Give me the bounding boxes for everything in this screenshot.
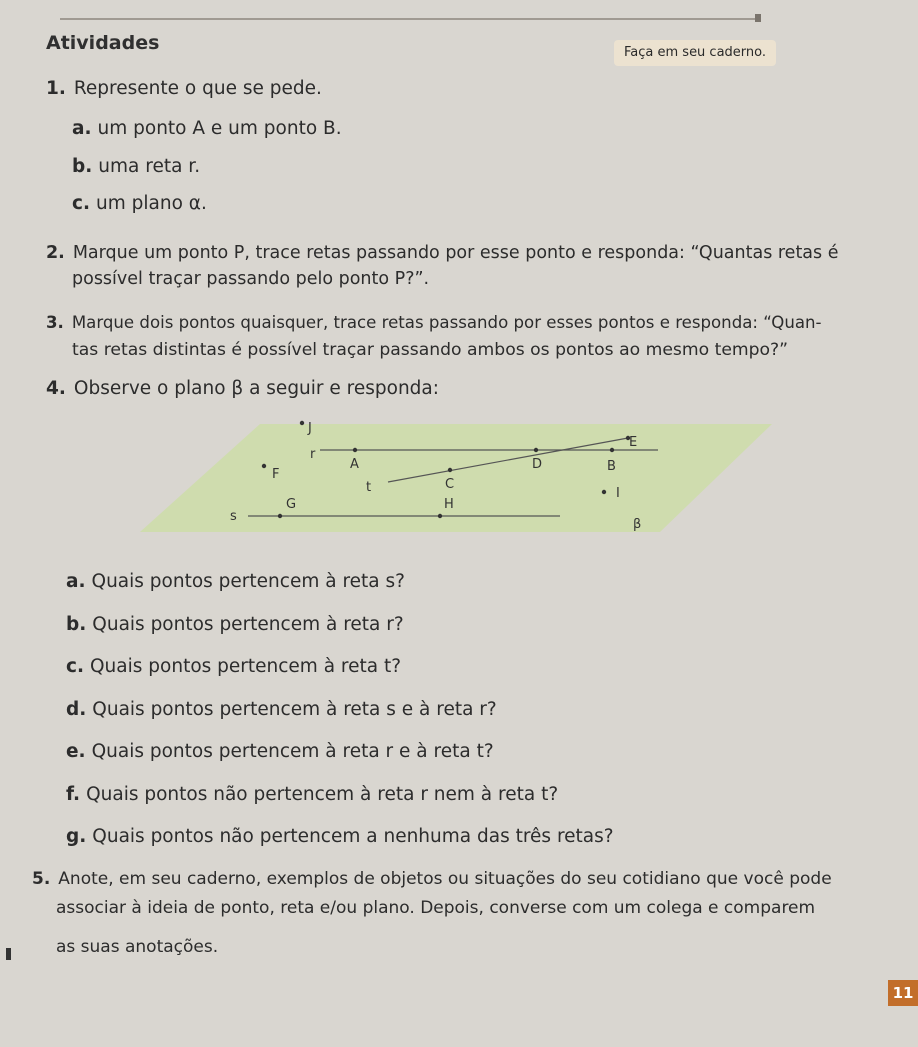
item-letter: b. [66,614,87,635]
item-text: um ponto A e um ponto B. [97,118,342,139]
item-letter: a. [66,571,86,592]
question-text-line1: Marque um ponto P, trace retas passando por esse ponto e responda: “Quantas retas é [72,243,839,263]
point-D [534,448,538,452]
label-s: s [230,509,237,524]
label-B: B [607,459,616,474]
notebook-note-badge: Faça em seu caderno. [614,40,776,66]
item-text: Quais pontos pertencem à reta r e à reta t? [91,741,494,762]
question-text-line3: as suas anotações. [56,937,219,957]
question-3-cont [72,335,788,365]
item-4g [66,822,614,852]
question-1 [46,74,322,104]
label-D: D [532,457,543,472]
point-C [448,468,452,472]
item-text: Quais pontos pertencem à reta t? [90,656,402,677]
label-G: G [286,497,297,512]
question-text-line1: Marque dois pontos quaisquer, trace retas passando por esses pontos e responda: “Quan- [71,313,822,332]
item-letter: b. [72,156,93,177]
label-C: C [445,477,455,492]
plane-beta-diagram [140,410,780,540]
question-number: 4. [46,378,66,399]
question-number: 5. [32,869,51,889]
item-4d [66,695,497,725]
label-A: A [350,457,359,472]
point-A [353,448,357,452]
point-G [278,514,282,518]
question-5-cont-1 [56,893,815,923]
item-text: Quais pontos não pertencem a nenhuma das três retas? [92,826,614,847]
page-number: 11 [888,980,918,1006]
item-1a [72,114,342,144]
point-F [262,464,266,468]
item-4b [66,610,404,640]
item-1b [72,152,200,182]
label-F: F [272,467,280,482]
item-text: um plano α. [96,193,207,214]
point-H [438,514,442,518]
item-text: Quais pontos pertencem à reta s e à reta r? [92,699,497,720]
item-text: Quais pontos não pertencem à reta r nem à reta t? [86,784,559,805]
item-letter: c. [66,656,84,677]
question-text-line1: Anote, em seu caderno, exemplos de objetos ou situações do seu cotidiano que você pode [58,869,832,889]
item-letter: a. [72,118,92,139]
question-4 [46,374,439,404]
section-title: Atividades [46,32,160,54]
question-5-cont-2 [56,932,218,962]
item-4c [66,652,401,682]
point-B [610,448,614,452]
label-J: J [308,421,312,436]
question-text: Represente o que se pede. [73,78,322,99]
question-2-cont [72,264,429,294]
item-letter: f. [66,784,81,805]
item-text: Quais pontos pertencem à reta r? [92,614,404,635]
question-number: 3. [46,313,64,332]
item-1c [72,189,207,219]
question-text-line2: associar à ideia de ponto, reta e/ou plano. Depois, converse com um colega e comparem [56,898,816,918]
item-letter: e. [66,741,86,762]
question-3 [46,308,822,338]
label-r: r [310,447,316,462]
item-4a [66,567,405,597]
point-J [300,421,304,425]
item-4e [66,737,494,767]
question-text: Observe o plano β a seguir e responda: [73,378,439,399]
item-text: uma reta r. [98,156,201,177]
question-5 [32,864,832,894]
item-4f [66,780,558,810]
label-H: H [444,497,454,512]
label-beta: β [633,517,642,532]
top-rule [60,18,760,20]
margin-mark [6,948,11,960]
question-text-line2: tas retas distintas é possível traçar passando ambos os pontos ao mesmo tempo?” [72,340,789,360]
point-I [602,490,606,494]
question-number: 1. [46,78,66,99]
question-number: 2. [46,243,65,263]
item-letter: g. [66,826,87,847]
top-rule-mark [755,14,761,22]
label-E: E [629,435,638,450]
label-t: t [366,480,372,495]
item-letter: c. [72,193,90,214]
question-text-line2: possível traçar passando pelo ponto P?”. [72,269,430,289]
item-text: Quais pontos pertencem à reta s? [91,571,405,592]
item-letter: d. [66,699,87,720]
label-I: I [616,486,620,501]
